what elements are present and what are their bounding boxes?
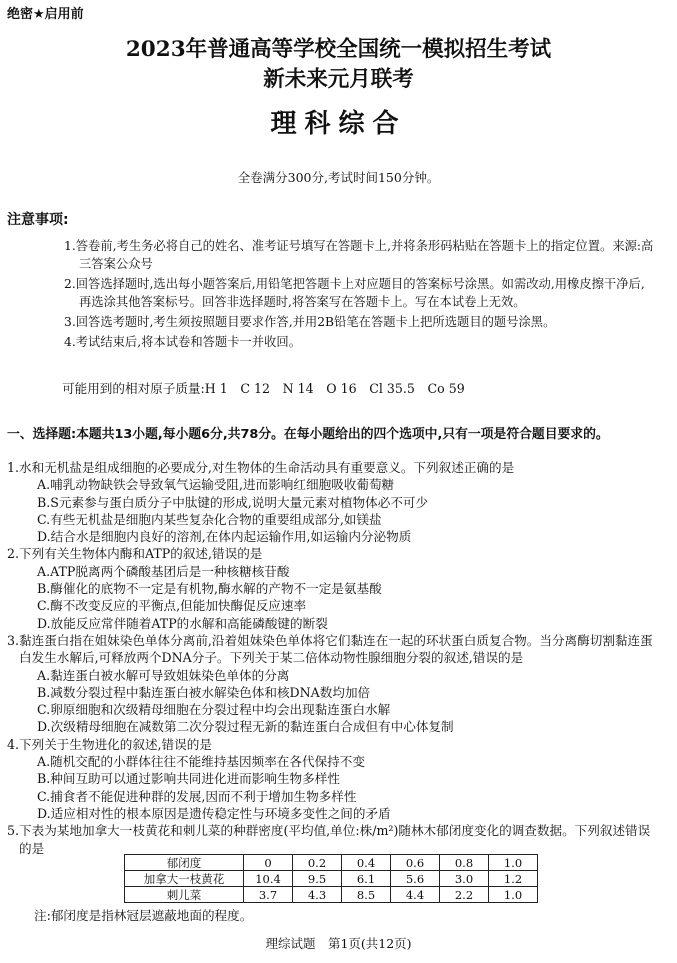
page-footer: 理综试题 第1页(共12页) [265,936,412,951]
option: B.S元素参与蛋白质分子中肽键的形成,说明大量元素对植物体必不可少 [37,494,429,510]
notice-item: 4.考试结束后,将本试卷和答题卡一并收回。 [64,335,301,349]
option: D.次级精母细胞在减数第二次分裂过程无新的黏连蛋白合成但有中心体复制 [37,719,454,735]
density-table [124,854,538,903]
notice-heading: 注意事项: [7,212,69,228]
table-cell: 4.4 [391,887,440,903]
table-cell: 1.2 [489,871,538,887]
question-4 [7,736,657,822]
question-stem: 4.下列关于生物进化的叙述,错误的是 [7,736,212,752]
table-header-row [125,855,538,871]
question-1 [7,459,657,545]
notice-item: 2.回答选择题时,选出每小题答案后,用铅笔把答题卡上对应题目的答案标号涂黑。如需改动,用橡皮擦干净后,再选涂其他答案标号。回答非选择题时,将答案写在答题卡上。写在本试卷上无效。 [64,277,645,309]
table-row [125,887,538,903]
table-note: 注:郁闭度是指林冠层遮蔽地面的程度。 [34,908,253,923]
table-header-label: 郁闭度 [125,855,244,871]
table-cell: 1.0 [489,887,538,903]
exam-title: 2023年普通高等学校全国统一模拟招生考试 [125,37,552,62]
table-cell: 1.0 [489,855,538,871]
option: A.哺乳动物缺铁会导致氧气运输受阻,进而影响红细胞吸收葡萄糖 [37,477,395,493]
question-stem: 5.下表为某地加拿大一枝黄花和刺儿菜的种群密度(平均值,单位:株/m²)随林木郁闭度变化的调查数据。下列叙述错误的是 [7,823,651,856]
notice-item: 1.答卷前,考生务必将自己的姓名、准考证号填写在答题卡上,并将条形码粘贴在答题卡上的指定位置。来源:高三答案公众号 [64,239,654,271]
table-cell: 3.7 [244,887,293,903]
table-row-label: 刺儿菜 [125,887,244,903]
score-info: 全卷满分300分,考试时间150分钟。 [237,170,440,185]
table-cell: 9.5 [293,871,342,887]
option: B.种间互助可以通过影响共同进化进而影响生物多样性 [37,771,340,787]
option: D.适应相对性的根本原因是遗传稳定性与环境多变性之间的矛盾 [37,805,391,821]
question-stem: 1.水和无机盐是组成细胞的必要成分,对生物体的生命活动具有重要意义。下列叙述正确的是 [7,460,515,475]
table-cell: 2.2 [440,887,489,903]
option: C.有些无机盐是细胞内某些复杂化合物的重要组成部分,如镁盐 [37,511,382,527]
option: A.随机交配的小群体往往不能维持基因频率在各代保持不变 [37,754,365,770]
option: C.卵原细胞和次级精母细胞在分裂过程中均会出现黏连蛋白水解 [37,702,391,718]
exam-subtitle: 新未来元月联考 [263,67,414,92]
table-row [125,871,538,887]
question-3 [7,632,657,736]
notice-item: 3.回答选考题时,考生须按照题目要求作答,并用2B铅笔在答题卡上把所选题目的题号涂黑。 [64,315,556,329]
table-cell: 3.0 [440,871,489,887]
question-list [7,459,657,857]
table-cell: 8.5 [342,887,391,903]
option: A.黏连蛋白被水解可导致姐妹染色单体的分离 [37,667,290,683]
section-heading: 一、选择题:本题共13小题,每小题6分,共78分。在每小题给出的四个选项中,只有一项是符合题目要求的。 [7,427,609,442]
table-cell: 0 [244,855,293,871]
table-cell: 5.6 [391,871,440,887]
question-stem: 2.下列有关生物体内酶和ATP的叙述,错误的是 [7,546,263,562]
table-cell: 0.6 [391,855,440,871]
option: D.放能反应常伴随着ATP的水解和高能磷酸键的断裂 [37,615,328,631]
table-cell: 6.1 [342,871,391,887]
table-cell: 0.2 [293,855,342,871]
table-cell: 4.3 [293,887,342,903]
option: D.结合水是细胞内良好的溶剂,在体内起运输作用,如运输内分泌物质 [37,529,412,545]
atomic-mass-line: 可能用到的相对原子质量:H 1 C 12 N 14 O 16 Cl 35.5 Co 59 [62,381,465,396]
option: C.酶不改变反应的平衡点,但能加快酶促反应速率 [37,598,307,614]
confidential-label: 绝密★启用前 [7,7,84,22]
option: C.捕食者不能促进种群的发展,因而不利于增加生物多样性 [37,788,357,804]
table-cell: 10.4 [244,871,293,887]
question-5 [7,822,657,857]
question-2 [7,545,657,631]
table-cell: 0.8 [440,855,489,871]
option: B.减数分裂过程中黏连蛋白被水解染色体和核DNA数均加倍 [37,684,371,700]
subject-title: 理科综合 [270,109,407,139]
question-stem: 3.黏连蛋白指在姐妹染色单体分离前,沿着姐妹染色单体将它们黏连在一起的环状蛋白质复合物。当分离酶切割黏连蛋白发生水解后,可释放两个DNA分子。下列关于某二倍体动物性腺细胞分裂的叙述,错误的是 [7,632,653,666]
table-row-label: 加拿大一枝黄花 [125,871,244,887]
table-cell: 0.4 [342,855,391,871]
option: B.酶催化的底物不一定是有机物,酶水解的产物不一定是氨基酸 [37,581,382,597]
notice-list [64,237,656,353]
option: A.ATP脱离两个磷酸基团后是一种核糖核苷酸 [37,563,290,579]
